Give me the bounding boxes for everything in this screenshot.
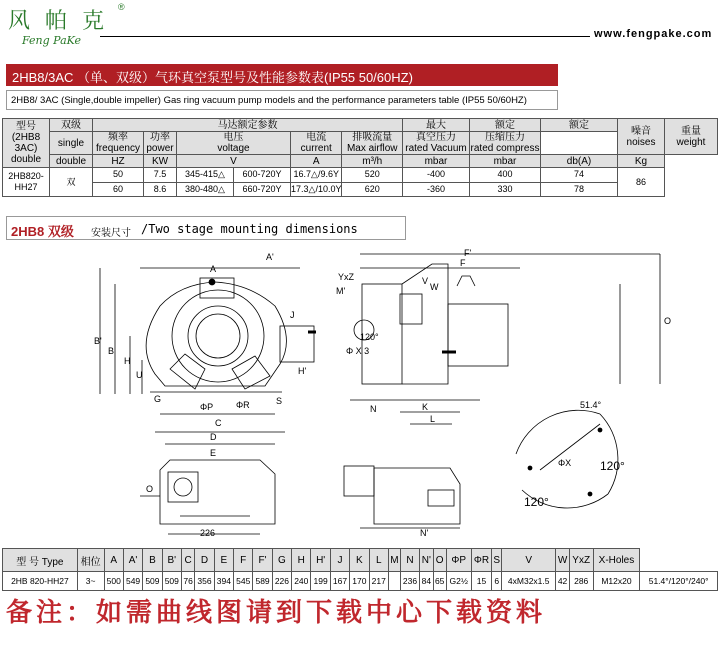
label-A2: A' <box>266 252 274 262</box>
dims-header-cell: D <box>195 549 214 572</box>
cell-volt-d: 345-415△ <box>177 168 234 183</box>
dims-value-cell: 545 <box>234 572 253 591</box>
dims-value-cell: 84 <box>420 572 433 591</box>
hdr-airflow: 最大 <box>403 119 470 132</box>
label-O: O <box>664 316 672 326</box>
dims-value-cell: 42 <box>556 572 569 591</box>
dims-value-cell: 76 <box>181 572 194 591</box>
hdr-freq: 频率 frequency <box>93 132 144 155</box>
label-V: V <box>422 276 429 286</box>
dims-header-cell: F' <box>253 549 272 572</box>
label-O-bottom: O <box>146 484 154 494</box>
table-row <box>3 168 718 183</box>
cell-current: 16.7△/9.6Y <box>291 168 342 183</box>
dimension-title <box>6 216 406 240</box>
unit-compress: mbar <box>470 155 541 168</box>
dims-value-cell: 217 <box>369 572 388 591</box>
dims-value-cell: 589 <box>253 572 272 591</box>
dimension-title-model: 2HB8 双级 <box>11 224 74 239</box>
dims-value-cell: 394 <box>214 572 233 591</box>
dimension-title-en: /Two stage mounting dimensions <box>141 222 358 236</box>
dimensions-table <box>2 548 718 591</box>
label-F2: F' <box>464 248 472 258</box>
unit-airflow: m³/h <box>342 155 403 168</box>
front-view <box>100 268 316 444</box>
cell-noise: 78 <box>541 182 618 197</box>
label-E: E <box>210 448 217 458</box>
bottom-view-left <box>140 460 275 534</box>
cell-airflow: 620 <box>342 182 403 197</box>
label-51-4: 51.4° <box>580 400 602 410</box>
cell-power: 8.6 <box>144 182 177 197</box>
table-row <box>3 182 718 197</box>
label-U: U <box>136 370 143 380</box>
dims-header-cell: O <box>433 549 446 572</box>
dims-value-cell <box>388 572 400 591</box>
dims-header-cell: K <box>350 549 369 572</box>
hdr-model: 型号 (2HB8 3AC) double <box>3 119 50 168</box>
dims-header-cell: N' <box>420 549 433 572</box>
dims-value-cell: 500 <box>104 572 123 591</box>
dims-value-cell: 509 <box>162 572 181 591</box>
dims-value-cell: 51.4°/120°/240° <box>640 572 718 591</box>
label-phix: ΦX <box>558 458 572 468</box>
mounting-drawing <box>60 244 680 542</box>
cell-freq: 60 <box>93 182 144 197</box>
performance-table <box>2 118 718 197</box>
hdr-voltage: 电压 voltage <box>177 132 291 155</box>
label-B2: B' <box>94 336 102 346</box>
label-N2: N' <box>420 528 429 538</box>
cell-compress: 330 <box>470 182 541 197</box>
title-bar <box>6 64 558 86</box>
label-D: D <box>210 432 217 442</box>
dims-header-cell: F <box>234 549 253 572</box>
dims-value-cell: 509 <box>143 572 162 591</box>
dims-value-cell: 236 <box>400 572 419 591</box>
hdr-vacuum: 额定 <box>470 119 541 132</box>
dims-header-cell: J <box>330 549 349 572</box>
label-226: 226 <box>200 528 216 538</box>
label-G: G <box>154 394 162 404</box>
header-rule <box>100 36 590 37</box>
dims-header-cell: 型 号 Type <box>3 549 78 572</box>
unit-current: A <box>291 155 342 168</box>
label-J: J <box>290 310 295 320</box>
dims-value-cell: 226 <box>272 572 291 591</box>
download-note: 备注：如需曲线图请到下载中心下载资料 <box>6 598 547 628</box>
title-chinese: 2HB8/3AC （单、双级）气环真空泵型号及性能参数表(IP55 50/60HZ) <box>12 70 413 85</box>
dims-value-cell: 549 <box>123 572 142 591</box>
label-120: 120° <box>360 332 379 342</box>
label-W: W <box>430 282 439 292</box>
unit-vacuum: mbar <box>403 155 470 168</box>
dims-value-cell: 3~ <box>77 572 104 591</box>
label-L: L <box>430 414 436 424</box>
dimension-labels <box>94 248 671 538</box>
dims-header-cell: A' <box>123 549 142 572</box>
cell-stage: 双 <box>50 168 93 197</box>
label-H2: H' <box>298 366 307 376</box>
dims-header-cell: C <box>181 549 194 572</box>
cell-volt-y: 600-720Y <box>234 168 291 183</box>
hdr-noise: 噪音 noises <box>618 119 665 155</box>
dims-header-cell: B <box>143 549 162 572</box>
cell-airflow: 520 <box>342 168 403 183</box>
cell-volt-d: 380-480△ <box>177 182 234 197</box>
dims-value-cell: G2½ <box>446 572 471 591</box>
label-B: B <box>108 346 115 356</box>
title-english: 2HB8/ 3AC (Single,double impeller) Gas ring vacuum pump models and the performance parameters table (IP55 50/60HZ) <box>6 90 558 110</box>
label-YxZ: YxZ <box>338 272 355 282</box>
dims-header-cell: 相位 <box>77 549 104 572</box>
cell-compress: 400 <box>470 168 541 183</box>
label-A: A <box>210 264 217 274</box>
unit-voltage: V <box>177 155 291 168</box>
cell-freq: 50 <box>93 168 144 183</box>
cell-noise: 74 <box>541 168 618 183</box>
dims-header-cell: L <box>369 549 388 572</box>
label-P: ΦP <box>200 402 214 412</box>
hdr-airflow-2: 排吸流量 Max airflow <box>342 132 403 155</box>
dims-header-cell: YxZ <box>569 549 593 572</box>
website-url[interactable]: www.fengpake.com <box>594 28 713 40</box>
hdr-stage-double: double <box>50 155 93 168</box>
dims-header-cell: H <box>292 549 311 572</box>
dims-value-cell: 170 <box>350 572 369 591</box>
dims-value-cell: 167 <box>330 572 349 591</box>
dims-value-cell: 15 <box>471 572 492 591</box>
cell-model: 2HB820-HH27 <box>3 168 50 197</box>
label-M2: M' <box>336 286 346 296</box>
cell-power: 7.5 <box>144 168 177 183</box>
hdr-stage-cn: 双级 <box>50 119 93 132</box>
hdr-weight: 重量 weight <box>665 119 718 155</box>
cell-vacuum: -360 <box>403 182 470 197</box>
dims-value-cell: 199 <box>311 572 330 591</box>
dims-value-cell: 356 <box>195 572 214 591</box>
cell-weight: 86 <box>618 168 665 197</box>
hdr-current: 电流 current <box>291 132 342 155</box>
hdr-compress: 额定 <box>541 119 618 132</box>
dims-value-cell: 286 <box>569 572 593 591</box>
dims-value-cell: 4xM32x1.5 <box>502 572 556 591</box>
label-H: H <box>124 356 131 366</box>
dims-header-cell: M <box>388 549 400 572</box>
dims-header-cell: W <box>556 549 569 572</box>
hdr-power: 功率 power <box>144 132 177 155</box>
cell-vacuum: -400 <box>403 168 470 183</box>
logo-english: Feng PaKe <box>22 34 82 47</box>
label-C: C <box>215 418 222 428</box>
dims-value-cell: 6 <box>492 572 502 591</box>
label-F: F <box>460 258 466 268</box>
dims-value-cell: M12x20 <box>593 572 640 591</box>
dims-header-cell: H' <box>311 549 330 572</box>
dims-header-cell: E <box>214 549 233 572</box>
dimension-title-cn: 安装尺寸 <box>91 228 131 239</box>
label-120b: 120° <box>524 495 549 509</box>
unit-freq: HZ <box>93 155 144 168</box>
label-S: S <box>276 396 283 406</box>
dims-value-cell: 2HB 820-HH27 <box>3 572 78 591</box>
hdr-motor: 马达额定参数 <box>93 119 403 132</box>
label-120a: 120° <box>600 459 625 473</box>
label-N: N <box>370 404 377 414</box>
dims-header-cell: ΦR <box>471 549 492 572</box>
bottom-view-right <box>344 466 460 528</box>
dims-header-cell: B' <box>162 549 181 572</box>
cell-volt-y: 660-720Y <box>234 182 291 197</box>
side-view <box>350 254 660 424</box>
registered-mark: ® <box>118 2 125 12</box>
dims-header-cell: V <box>502 549 556 572</box>
dims-header-cell: G <box>272 549 291 572</box>
hdr-compress-2: 压缩压力 rated compress <box>470 132 540 154</box>
dims-header-cell: X-Holes <box>593 549 640 572</box>
cell-current: 17.3△/10.0Y <box>291 182 342 197</box>
logo-chinese: 风 帕 克 <box>8 9 108 34</box>
label-K: K <box>422 402 429 412</box>
unit-power: KW <box>144 155 177 168</box>
dims-header-cell: S <box>492 549 502 572</box>
dims-value-cell: 65 <box>433 572 446 591</box>
label-R: ΦR <box>236 400 250 410</box>
unit-weight: Kg <box>618 155 665 168</box>
dims-header-cell: A <box>104 549 123 572</box>
hdr-stage-single: single <box>50 132 93 155</box>
hdr-vacuum-2: 真空压力 rated Vacuum <box>403 132 470 155</box>
label-X3: Φ X 3 <box>346 346 370 356</box>
unit-noise: db(A) <box>541 155 618 168</box>
dims-value-cell: 240 <box>292 572 311 591</box>
dims-header-cell: N <box>400 549 419 572</box>
dims-header-cell: ΦP <box>446 549 471 572</box>
